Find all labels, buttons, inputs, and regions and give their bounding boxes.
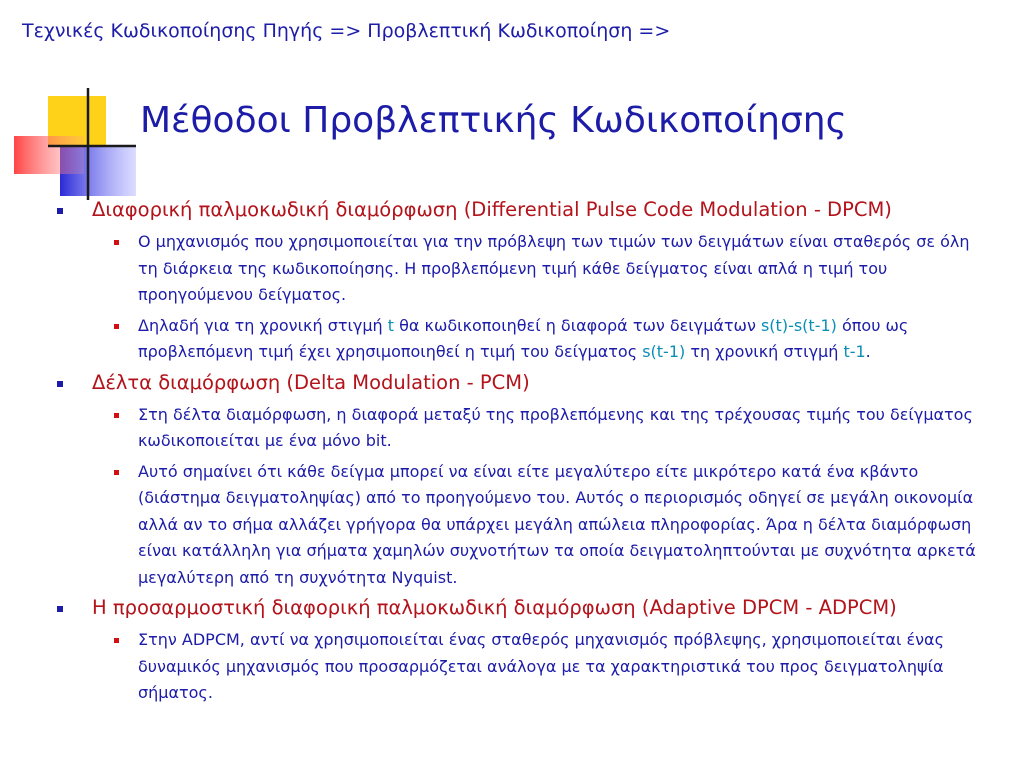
square-bullet-icon [114, 240, 119, 245]
square-bullet-icon [57, 381, 63, 387]
square-bullet-icon [57, 208, 63, 214]
square-bullet-icon [57, 606, 63, 612]
section-heading-delta [55, 370, 990, 396]
highlight-text: s(t)-s(t-1) [760, 315, 837, 335]
highlight-text: s(t-1) [642, 342, 686, 361]
section-heading-adpcm [55, 595, 990, 621]
highlight-text: t-1 [843, 342, 866, 361]
list-item-text: . [865, 342, 871, 361]
list-item-text: Αυτό σημαίνει ότι κάθε δείγμα μπορεί να είναι είτε μεγαλύτερο είτε μικρότερο κατά ένα κβάντο (διάστημα δειγματοληψίας) από το προηγούμενο του. Αυτός ο περιορισμός οδηγεί σε μεγάλη οικονομία αλλά αν το σήμα αλλάζει γρήγορα θα υπάρχει μεγάλη απώλεια πληροφορίας. Άρα η δέλτα διαμόρφωση είναι κατάλληλη για σήματα χαμηλών συχνοτήτων τα οποία δειγματοληπτούνται με συχνότητα αρκετά μεγαλύτερη από τη συχνότητα Nyquist. [138, 461, 976, 587]
decorative-logo [0, 0, 140, 200]
list-item [55, 313, 990, 366]
list-item-text: Δηλαδή για τη χρονική στιγμή [138, 315, 388, 335]
square-bullet-icon [114, 324, 119, 329]
list-item-text: θα κωδικοποιηθεί η διαφορά των δειγμάτων [394, 315, 761, 335]
list-item-text: Στη δέλτα διαμόρφωση, η διαφορά μεταξύ της προβλεπόμενης και της τρέχουσας τιμής του δείγματος κωδικοποιείται με ένα μόνο bit. [138, 404, 973, 450]
breadcrumb: Τεχνικές Κωδικοποίησης Πηγής => Προβλεπτική Κωδικοποίηση => [22, 20, 671, 42]
list-item [55, 229, 990, 309]
list-item-text: όπου ως προβλεπόμενη τιμή έχει χρησιμοποιηθεί η τιμή του δείγματος [138, 315, 909, 361]
square-bullet-icon [114, 638, 119, 643]
list-item [55, 402, 990, 455]
list-item [55, 627, 990, 707]
page-title: Μέθοδοι Προβλεπτικής Κωδικοποίησης [140, 100, 847, 141]
section-heading-dpcm [55, 197, 990, 223]
highlight-text: t [387, 315, 395, 335]
square-bullet-icon [114, 470, 119, 475]
list-item-text: Ο μηχανισμός που χρησιμοποιείται για την πρόβλεψη των τιμών των δειγμάτων είναι σταθερός σε όλη τη διάρκεια της κωδικοποίησης. Η προβλεπόμενη τιμή κάθε δείγματος είναι απλά η τιμή του προηγούμενου δείγματος. [138, 232, 970, 304]
list-item-text: Στην ADPCM, αντί να χρησιμοποιείται ένας σταθερός μηχανισμός πρόβλεψης, χρησιμοποιείται ένας δυναμικός μηχανισμός που προσαρμόζεται ανάλογα με τα χαρακτηριστικά του προς δειγματοληψία σήματος. [138, 630, 944, 702]
list-item-text: τη χρονική στιγμή [685, 342, 844, 361]
section-heading-text: Διαφορική παλμοκωδική διαμόρφωση (Differential Pulse Code Modulation - DPCM) [92, 198, 892, 221]
square-bullet-icon [114, 413, 119, 418]
slide-content [55, 197, 990, 711]
section-heading-text: Δέλτα διαμόρφωση (Delta Modulation - PCM) [92, 370, 530, 394]
section-heading-text: Η προσαρμοστική διαφορική παλμοκωδική διαμόρφωση (Adaptive DPCM - ADPCM) [92, 596, 897, 619]
list-item [55, 459, 990, 592]
